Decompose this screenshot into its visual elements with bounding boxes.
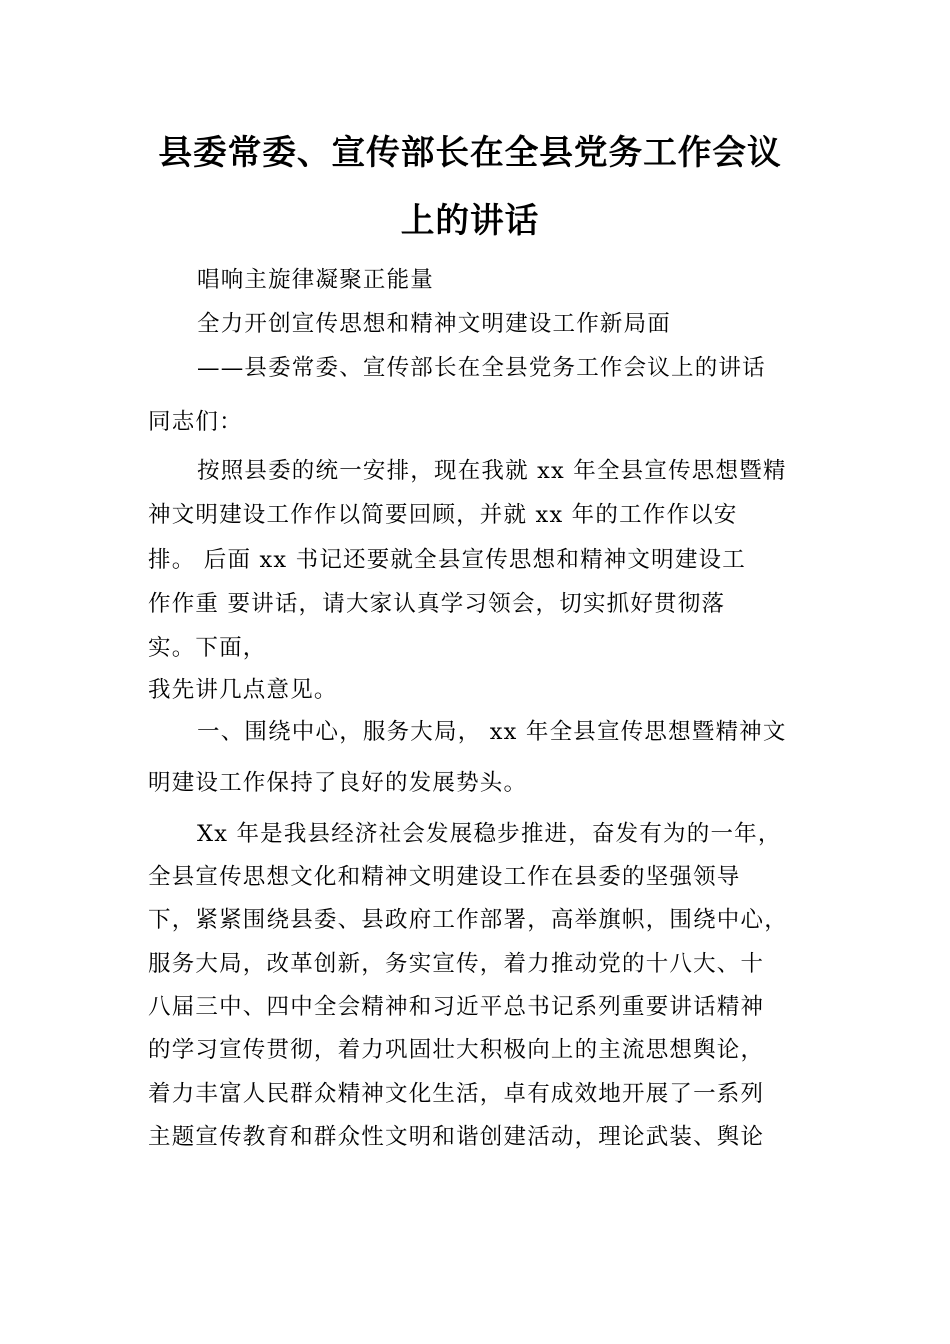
subtitle-line-1: 唱响主旋律凝聚正能量 xyxy=(197,267,435,293)
salutation: 同志们： xyxy=(148,409,243,435)
subtitle-byline: ——县委常委、宣传部长在全县党务工作会议上的讲话 xyxy=(197,355,766,381)
paragraph-line: 主题宣传教育和群众性文明和谐创建活动，理论武装、舆论 xyxy=(148,1124,765,1150)
paragraph-line: 八届三中、四中全会精神和习近平总书记系列重要讲话精神 xyxy=(148,994,765,1020)
paragraph-line: 神文明建设工作作以简要回顾，并就 xx 年的工作作以安 xyxy=(148,502,738,528)
paragraph-line: 我先讲几点意见。 xyxy=(148,677,338,703)
paragraph-line: 下，紧紧围绕县委、县政府工作部署，高举旗帜，围绕中心， xyxy=(148,907,788,933)
paragraph-line: 按照县委的统一安排，现在我就 xx 年全县宣传思想暨精 xyxy=(197,458,787,484)
paragraph-line: 服务大局，改革创新，务实宣传，着力推动党的十八大、十 xyxy=(148,951,765,977)
paragraph-line: 实。下面， xyxy=(148,635,267,661)
subtitle-line-2: 全力开创宣传思想和精神文明建设工作新局面 xyxy=(197,311,672,337)
document-title-line-2: 上的讲话 xyxy=(400,201,540,241)
paragraph-line: 的学习宣传贯彻，着力巩固壮大积极向上的主流思想舆论， xyxy=(148,1037,765,1063)
section-heading-line: 一、围绕中心，服务大局， xx 年全县宣传思想暨精神文 xyxy=(197,719,787,745)
paragraph-line: 排。 后面 xx 书记还要就全县宣传思想和精神文明建设工 xyxy=(148,547,746,573)
section-heading-line: 明建设工作保持了良好的发展势头。 xyxy=(148,770,528,796)
paragraph-line: Xx 年是我县经济社会发展稳步推进，奋发有为的一年， xyxy=(197,821,782,847)
document-title-line-1: 县委常委、宣传部长在全县党务工作会议 xyxy=(158,133,782,173)
paragraph-line: 全县宣传思想文化和精神文明建设工作在县委的坚强领导 xyxy=(148,864,741,890)
paragraph-line: 着力丰富人民群众精神文化生活，卓有成效地开展了一系列 xyxy=(148,1081,765,1107)
paragraph-line: 作作重 要讲话，请大家认真学习领会，切实抓好贯彻落 xyxy=(148,591,726,617)
